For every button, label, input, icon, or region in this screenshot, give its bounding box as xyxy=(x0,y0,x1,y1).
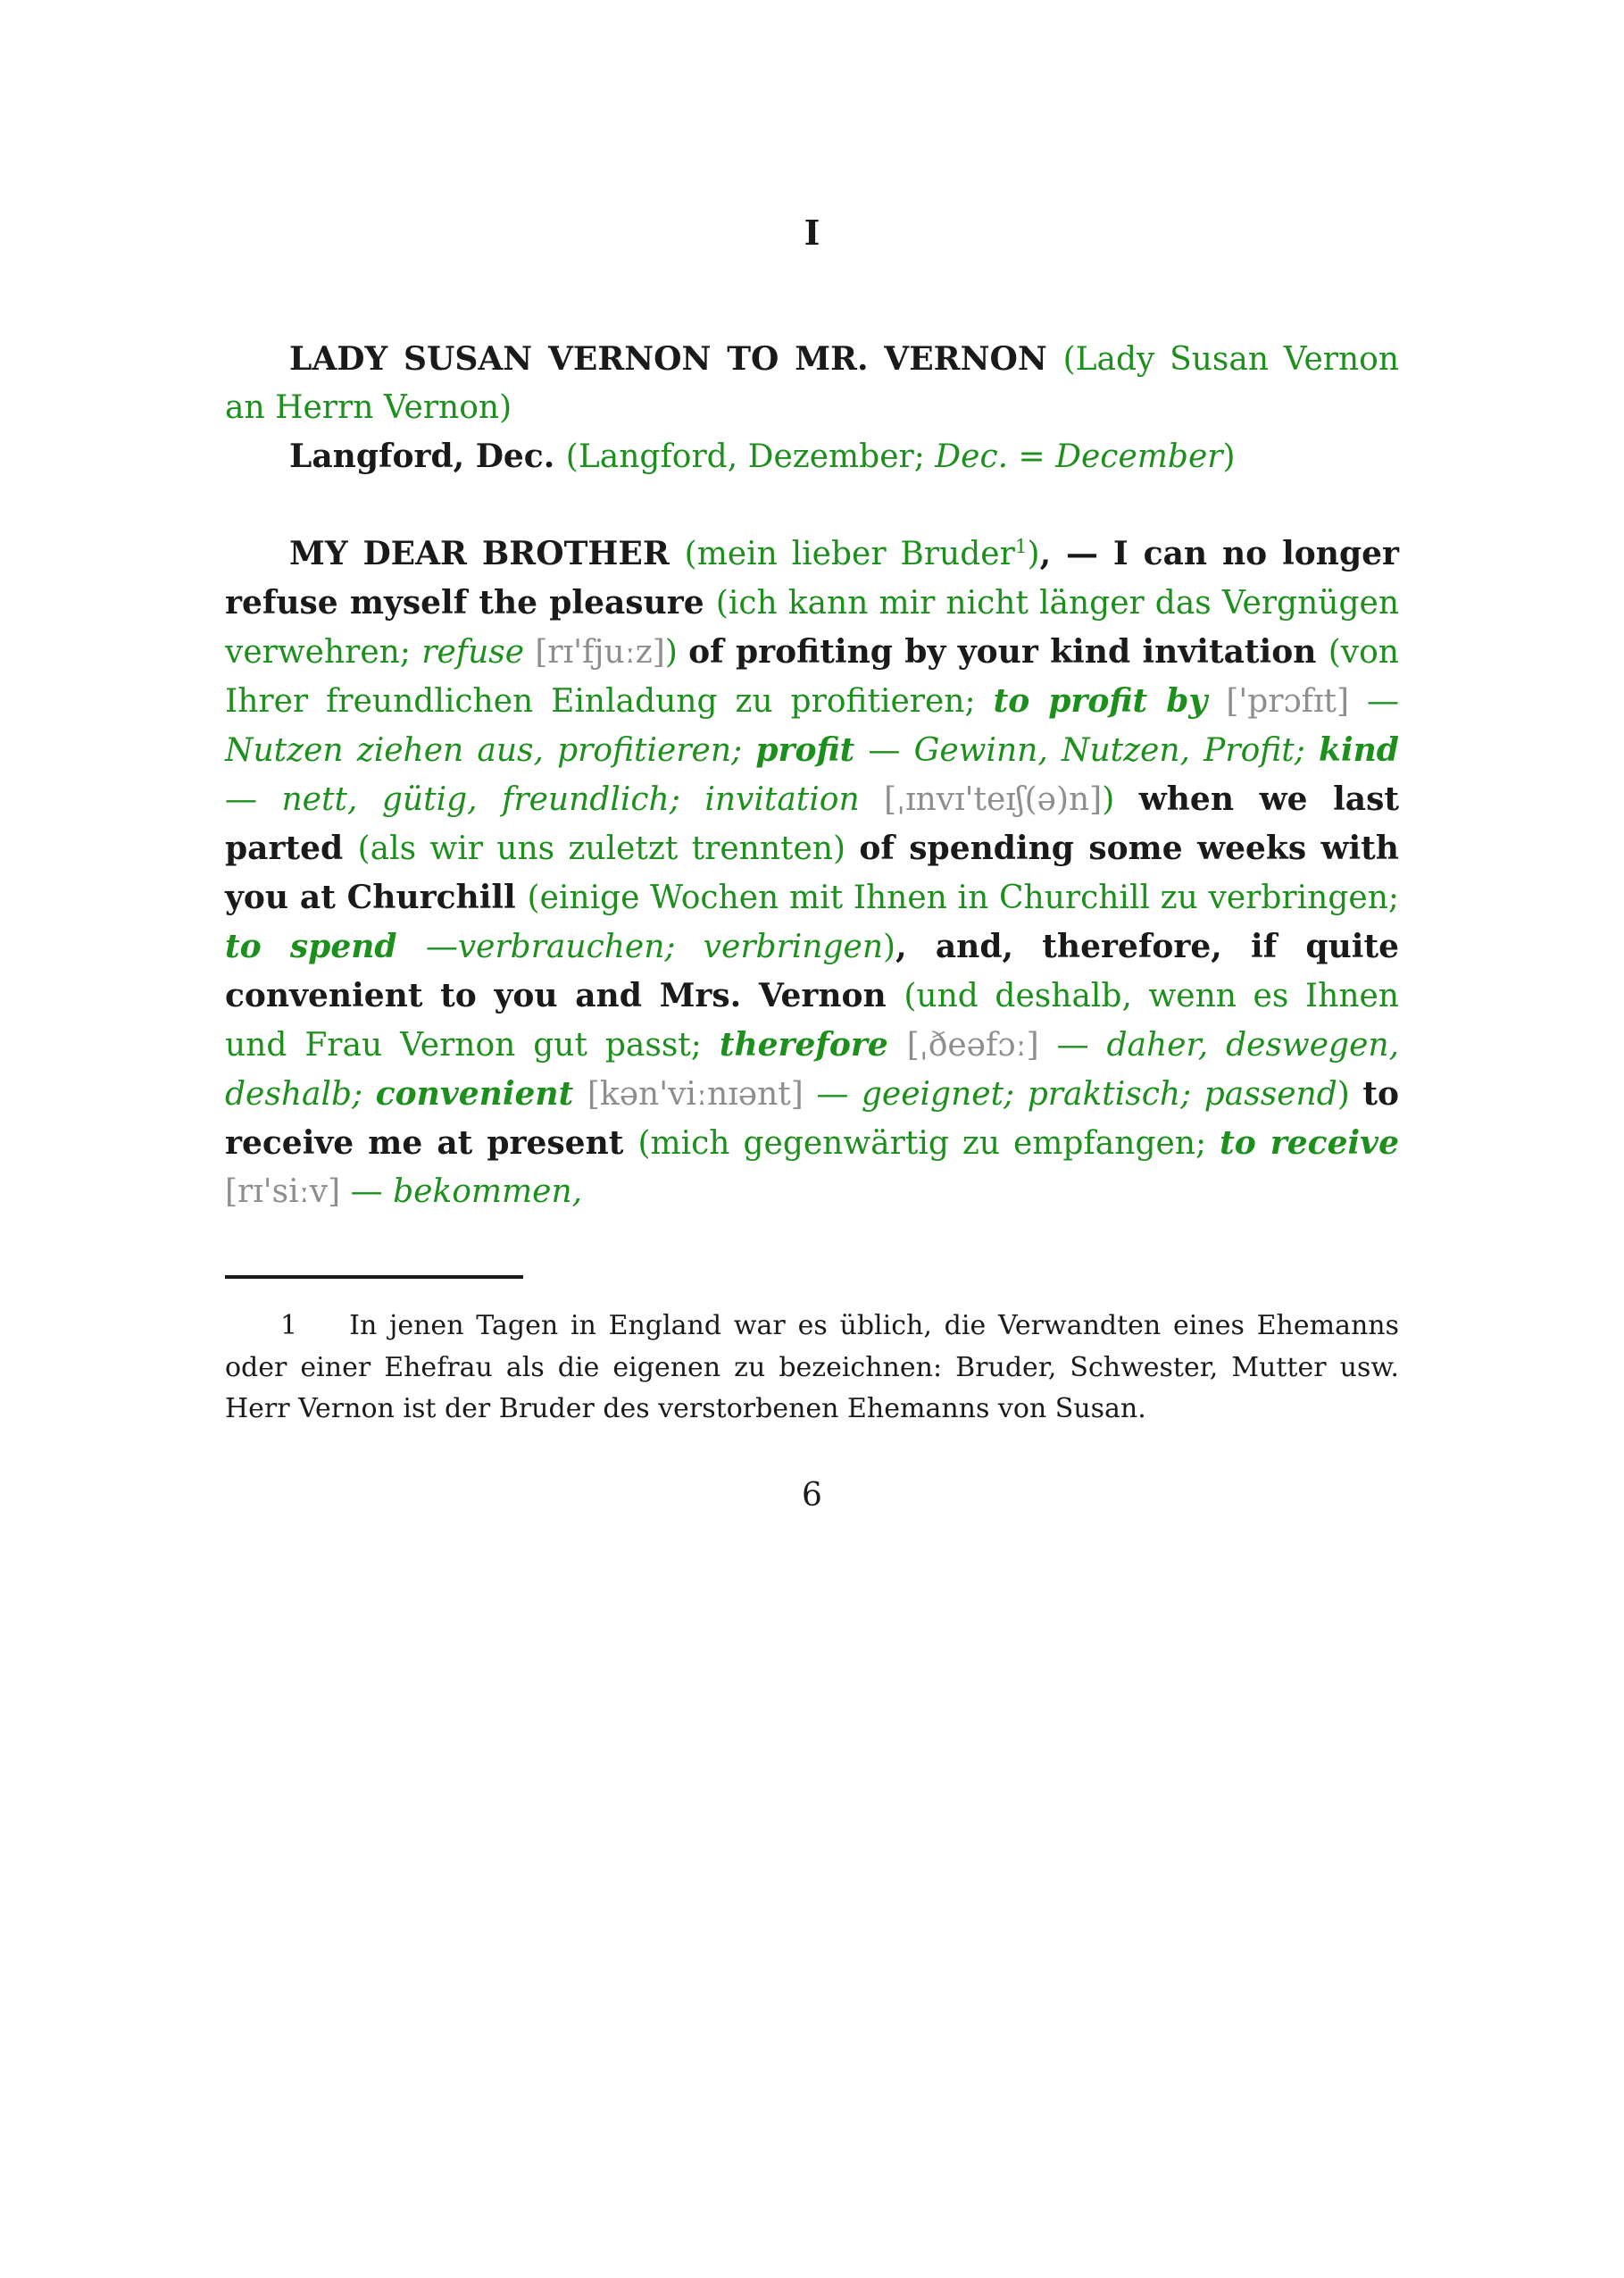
text-segment: — xyxy=(803,1076,862,1113)
text-segment: kind xyxy=(1319,731,1399,769)
text-segment: [rɪ'fjuːz] xyxy=(535,634,665,671)
footnote xyxy=(225,1306,1399,1431)
text-segment: 1 xyxy=(1014,536,1028,558)
text-segment: of profiting by your kind invitation xyxy=(688,633,1328,671)
text-segment: Nutzen ziehen aus, profitieren; xyxy=(225,732,756,769)
text-segment: to receive me at present xyxy=(225,1075,1399,1162)
text-segment: [ˌðeəfɔː] xyxy=(906,1027,1039,1064)
text-segment: refuse xyxy=(421,634,536,671)
text-segment: of spending some weeks with you at Churchill xyxy=(225,830,1399,916)
text-segment: ) xyxy=(883,929,896,965)
text-segment: to profit by xyxy=(993,682,1227,720)
text-segment: , — I can no longer refuse myself the pleasure xyxy=(225,535,1399,622)
text-segment: (Lady Susan Vernon an Herrn Vernon) xyxy=(225,341,1399,426)
text-segment: when we last parted xyxy=(225,780,1399,867)
text-segment: therefore xyxy=(719,1026,907,1064)
text-segment: geeignet; praktisch; passend xyxy=(861,1076,1337,1113)
text-segment: Dec. = December xyxy=(935,438,1223,475)
text-segment: 1 xyxy=(280,1310,298,1341)
text-segment: to receive xyxy=(1220,1124,1399,1162)
letter-heading xyxy=(225,335,1399,432)
letter-dateline xyxy=(225,432,1399,481)
text-segment: nett, gütig, freundlich; invitation xyxy=(281,781,885,818)
text-segment: — xyxy=(425,929,458,965)
text-segment: (und deshalb, wenn es Ihnen und Frau Vernon gut passt; xyxy=(225,978,1399,1064)
text-segment: ) xyxy=(1337,1076,1363,1113)
text-segment: convenient xyxy=(375,1075,587,1113)
text-segment: — xyxy=(1349,683,1399,720)
text-segment: (als wir uns zuletzt trennten) xyxy=(357,830,860,867)
chapter-heading: I xyxy=(804,213,820,253)
text-segment: verbrauchen; verbringen xyxy=(457,929,884,965)
text-segment: (mich gegenwärtig zu empfangen; xyxy=(637,1125,1220,1162)
text-segment: (Langford, Dezember; xyxy=(565,438,936,475)
text-segment: bekommen, xyxy=(393,1173,583,1210)
text-segment: daher, deswegen, deshalb; xyxy=(225,1027,1400,1113)
text-segment: In jenen Tagen in England war es üblich, die Verwandten eines Ehemanns oder einer Ehefrau als die eigenen zu bezeichnen: Bruder, Schwester, Mutter usw. Herr Vernon ist der Bruder des verstorbenen Ehemanns von Susan. xyxy=(225,1310,1399,1424)
letter-body xyxy=(225,530,1399,1216)
text-segment: Gewinn, Nutzen, Profit; xyxy=(913,732,1320,769)
text-segment: ) xyxy=(664,634,689,671)
text-segment: — xyxy=(340,1173,394,1210)
text-segment: , and, therefore, if quite convenient to you and Mrs. Vernon xyxy=(225,928,1399,1014)
text-segment: to spend xyxy=(225,928,426,965)
text-segment: — xyxy=(854,732,914,769)
text-segment: (ich kann mir nicht länger das Vergnügen verwehren; xyxy=(225,585,1400,671)
text-segment: Langford, Dec. xyxy=(289,438,566,475)
page-number: 6 xyxy=(802,1476,822,1514)
text-segment: LADY SUSAN VERNON TO MR. VERNON xyxy=(289,340,1063,378)
text-segment: [rɪ'siːv] xyxy=(225,1173,341,1210)
text-segment: MY DEAR BROTHER xyxy=(289,535,685,572)
text-segment: ) xyxy=(1222,438,1236,475)
text-segment: [kən'viːnɪənt] xyxy=(587,1076,804,1113)
text-segment: — xyxy=(1038,1027,1107,1064)
text-segment: ) xyxy=(1027,536,1040,572)
text-segment: [ˌɪnvɪ'teɪʃ(ə)n] xyxy=(884,781,1103,818)
text-segment: ['prɔfɪt] xyxy=(1226,683,1350,720)
text-segment: ) xyxy=(1102,781,1139,818)
text-segment: profit xyxy=(755,731,855,769)
text-segment: (mein lieber Bruder xyxy=(684,536,1015,572)
footnote-separator xyxy=(225,1275,523,1279)
text-segment: (einige Wochen mit Ihnen in Churchill zu verbringen; xyxy=(527,880,1400,916)
text-segment: (von Ihrer freundlichen Einladung zu profitieren; xyxy=(225,634,1399,720)
text-segment: — xyxy=(225,781,282,818)
